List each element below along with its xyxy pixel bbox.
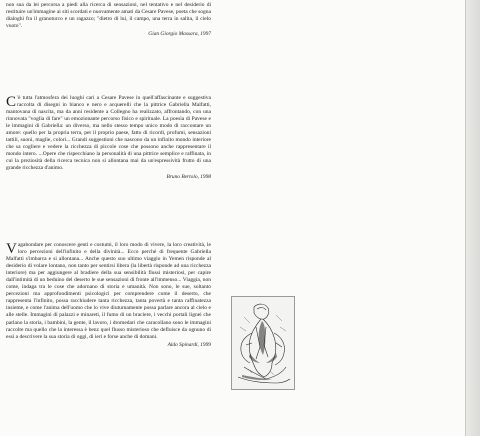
signature-1: Gian Giorgio Massara, 1997: [148, 31, 211, 38]
drop-cap-v: V: [6, 241, 17, 257]
signature-3: Aldo Spinardi, 1999: [167, 341, 211, 348]
paragraph-2-text: 'è tutta l'atmosfera dei luoghi cari a Cesare Pavese in quell'affascinante e suggestiva raccolta di disegni in bianco e nero e acquerelli che la pittrice Gabriella Malfatti, mantovana di nascita, ma da anni residente a Collegno ha realizzato, affrontando, con una rinnovata "voglia di fare" un emozionante percorso fisico e spirituale. La poesia di Pavese e le immagini di Gabriella: un diverso, ma nello stesso tempo unico modo di raccontare un amore: quello per la propria terra, per il proprio paese, fatto di ricordi, profumi, sensazioni tattili, suoni, maglie, colori... Grandi suggestioni che nascono da un infinito mondo interiore che sa cogliere e vedere la ricchezza di piccole cose che possono anche rappresentare il mondo intero. ...Opere che rispecchiano la personalità di una pittrice semplice e raffinata, in cui la preziosità della ricerca tecnica non si allontana mai da un'espressività frutto di una grande ricchezza d'animo.: [6, 95, 211, 172]
paragraph-2: [6, 95, 211, 173]
page-edge: [465, 0, 480, 436]
drop-cap-c: C: [6, 94, 17, 110]
paragraph-3: [6, 242, 211, 341]
paragraph-1: non sua da lei percorsa a piedi alla ricerca di sensazioni, nel tentativo e nel desiderio di restituire un'immagine ai siti scordati e nuovamente amati da Cesare Pavese, poeta che sogna dialoghi fra il granoturco e un ragazzo; "dietro di lui, il campo, una terra in salita, il cielo vuoto".: [6, 2, 211, 30]
text-block-3: [6, 242, 211, 349]
drawing-illustration: [231, 296, 295, 390]
text-block-2: [6, 95, 211, 181]
signature-2: Bruno Bertolo, 1998: [166, 173, 211, 180]
paragraph-3-text: agabondare per conoscere genti e costumi, il loro modo di vivere, la loro creatività, le loro percezioni dell'infinito e della divinità... Ecco perché di frequente Gabriella Malfatti s'imbarca e si allontana... Anche questo suo ultimo viaggio in Yemen risponde al desiderio di volare lontano, non tanto per sentirsi libera (la libertà risponde ad una ricchezza interiore) ma per aggiungere al bradiere della sua sensibilità flussi misteriosi, per capire dall'intimità di un beduino del deserto le sue sensazioni di fronte all'immenso... Viaggia, non come, indaga tra le cose che adornano di storia e umanità. Non sono, le sue, soltanto percezioni ma approfondimenti psicologici per comprendere come il deserto, che rappresenta l'infinito, possa racchiudere tanta ricchezza, tanta povertà e tanta raffinatezza insieme, e come l'anima dell'uomo che lo vive diuturnamente possa parlare ancora al cielo e alle stelle. Immagini di palazzi e minareti, il fumo di un braciere, i vecchi portali lignei che parlano la storia, i bambini, la gente, il lavoro, i dromedari che caracollano sono le immagini raccolte ma quello che la interessa è benz quel flusso misterioso che defluisce da ognuno di essi a descrivere la sua storia di oggi, di ieri e forse anche di domani.: [6, 242, 211, 340]
text-block-1: [6, 2, 211, 38]
drawing-icon: [232, 297, 294, 389]
